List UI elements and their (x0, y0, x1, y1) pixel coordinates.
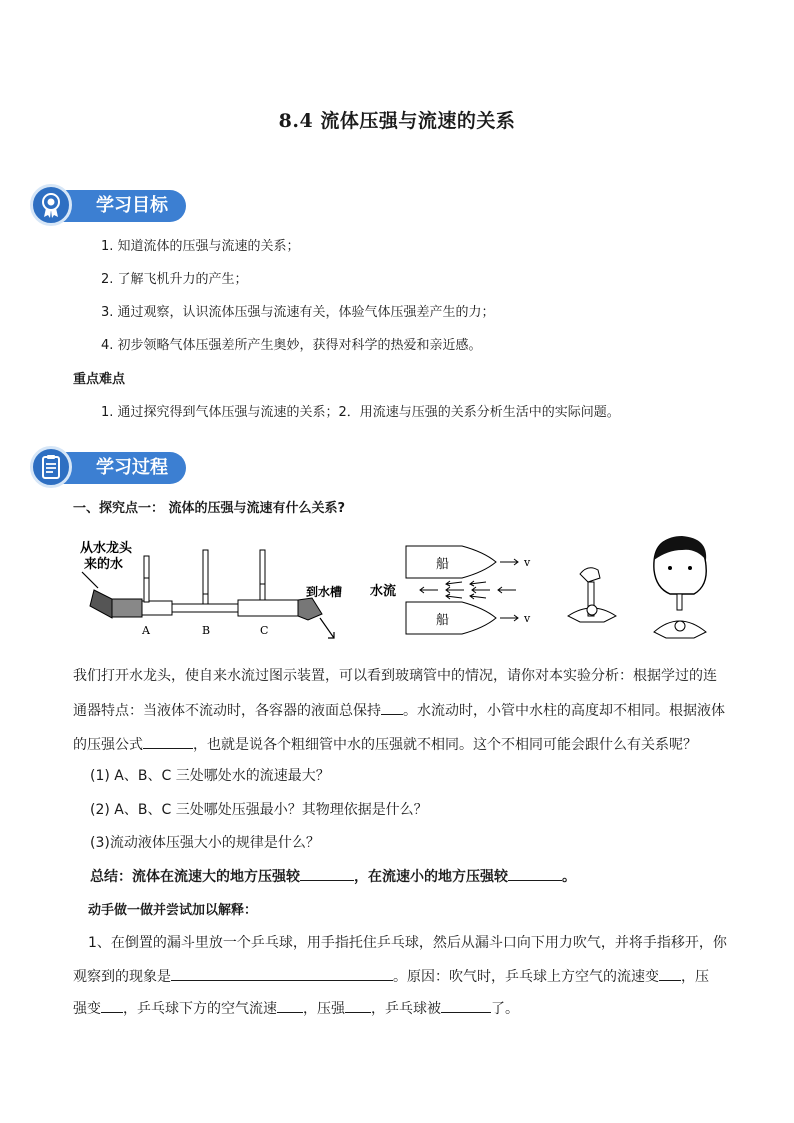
try-heading: 动手做一做并尝试加以解释： (88, 903, 258, 918)
exercise-1-line-3 (73, 998, 519, 1019)
page-title: 8.4 流体压强与流速的关系 (278, 110, 516, 132)
key-points-title: 重点难点 (73, 372, 126, 387)
source-arrow (82, 572, 98, 588)
ex1-line3-part-e: 了。 (491, 1001, 519, 1017)
learning-process-badge (30, 450, 200, 486)
ex1-line3-part-d: ，乒乓球被 (371, 1001, 441, 1017)
water-flow-label: 水流 (370, 584, 397, 599)
outflow-arrow (320, 618, 334, 638)
summary-part-b: ，在流速小的地方压强较 (354, 869, 508, 885)
ex1-line3-part-b: ，乒乓球下方的空气流速 (123, 1001, 277, 1017)
boat-top (406, 546, 496, 578)
velocity-label-bottom: v (524, 612, 531, 625)
experiment-paragraph-line-3 (73, 734, 697, 755)
boat-bottom (406, 602, 496, 634)
clipboard-icon (30, 446, 72, 488)
ex1-line2-part-c: ，压 (681, 969, 709, 985)
para-3-part-a: 的压强公式 (73, 737, 143, 753)
label-b: B (202, 624, 211, 637)
tap-nozzle (90, 590, 114, 618)
figure-label-source-2: 来的水 (84, 557, 124, 572)
pingpong-ball-right (675, 621, 685, 631)
question-3: (3)流动液体压强大小的规律是什么？ (90, 835, 320, 851)
goal-1: 1. 知道流体的压强与流速的关系； (101, 239, 300, 254)
goal-4: 4. 初步领略气体压强差所产生奥妙，获得对科学的热爱和亲近感。 (101, 338, 482, 353)
ex1-line2-part-a: 观察到的现象是 (73, 969, 171, 985)
summary-part-a: 总结：流体在流速大的地方压强较 (90, 869, 300, 885)
vertical-tube-b (203, 550, 208, 604)
velocity-label-top: v (524, 556, 531, 569)
answer-blank-phenomenon[interactable] (171, 966, 393, 981)
tube-wide-a (112, 599, 142, 617)
award-icon (30, 184, 72, 226)
vertical-tube-c (260, 550, 265, 600)
tube-wide-c (238, 600, 298, 616)
answer-blank-ball-result[interactable] (441, 998, 491, 1013)
para-3-part-b: ，也就是说各个粗细管中水的压强就不相同。这个不相同可能会跟什么有关系呢？ (193, 737, 697, 753)
exercise-1-line-2 (73, 966, 709, 987)
eye-icon (688, 566, 692, 570)
experiment-paragraph-line-1: 我们打开水龙头，使自来水流过图示装置，可以看到玻璃管中的情况，请你对本实验分析：根据学过的连 (73, 668, 717, 684)
key-points-text: 1. 通过探究得到气体压强与流速的关系；2．用流速与压强的关系分析生活中的实际问题。 (101, 405, 620, 420)
label-sink: 到水槽 (306, 585, 343, 599)
label-a: A (142, 624, 150, 637)
goal-3: 3. 通过观察，认识流体压强与流速有关，体验气体压强差产生的力； (101, 305, 495, 320)
learning-process-label: 学习过程 (52, 452, 186, 484)
boat-top-label: 船 (436, 557, 450, 572)
inquiry-heading: 一、探究点一： 流体的压强与流速有什么关系? (73, 501, 346, 516)
learning-goals-badge (30, 188, 200, 224)
eye-icon (668, 566, 672, 570)
answer-blank-summary-2[interactable] (508, 866, 562, 881)
boat-bottom-label: 船 (436, 613, 450, 628)
ex1-line3-part-a: 强变 (73, 1001, 101, 1017)
funnel-pingpong-figure (558, 530, 728, 640)
goal-2: 2. 了解飞机升力的产生； (101, 272, 248, 287)
venturi-tube-figure (72, 538, 352, 648)
learning-goals-label: 学习目标 (52, 190, 186, 222)
answer-blank-formula[interactable] (143, 734, 193, 749)
answer-blank-level[interactable] (381, 700, 403, 715)
hand-drawing (580, 568, 600, 582)
two-boats-figure (366, 542, 546, 638)
pingpong-ball-left (587, 605, 597, 615)
question-1: (1) A、B、C 三处哪处水的流速最大？ (90, 768, 330, 784)
label-c: C (260, 624, 269, 637)
ex1-line3-part-c: ，压强 (303, 1001, 345, 1017)
exercise-1-line-1: 1、在倒置的漏斗里放一个乒乓球，用手指托住乒乓球，然后从漏斗口向下用力吹气，并将手指移开，你 (88, 935, 727, 951)
summary-line (90, 866, 576, 887)
ex1-line2-part-b: 。原因：吹气时，乒乓球上方空气的流速变 (393, 969, 659, 985)
answer-blank-speed-below[interactable] (277, 998, 303, 1013)
vertical-tube-a (144, 556, 149, 602)
answer-blank-speed-above[interactable] (659, 966, 681, 981)
outlet-pipe (298, 598, 322, 620)
para-2-part-a: 通器特点：当液体不流动时，各容器的液面总保持 (73, 703, 381, 719)
para-2-part-b: 。水流动时，小管中水柱的高度却不相同。根据液体 (403, 703, 725, 719)
answer-blank-summary-1[interactable] (300, 866, 354, 881)
experiment-paragraph-line-2 (73, 700, 725, 721)
tube-narrow-b (172, 604, 238, 612)
answer-blank-pressure-below[interactable] (345, 998, 371, 1013)
figure-label-source-1: 从水龙头 (80, 541, 133, 556)
answer-blank-pressure-above[interactable] (101, 998, 123, 1013)
question-2: (2) A、B、C 三处哪处压强最小？其物理依据是什么？ (90, 802, 428, 818)
funnel-stem-right (677, 594, 682, 610)
tube-mid-a (142, 601, 172, 615)
summary-part-c: 。 (562, 869, 576, 885)
